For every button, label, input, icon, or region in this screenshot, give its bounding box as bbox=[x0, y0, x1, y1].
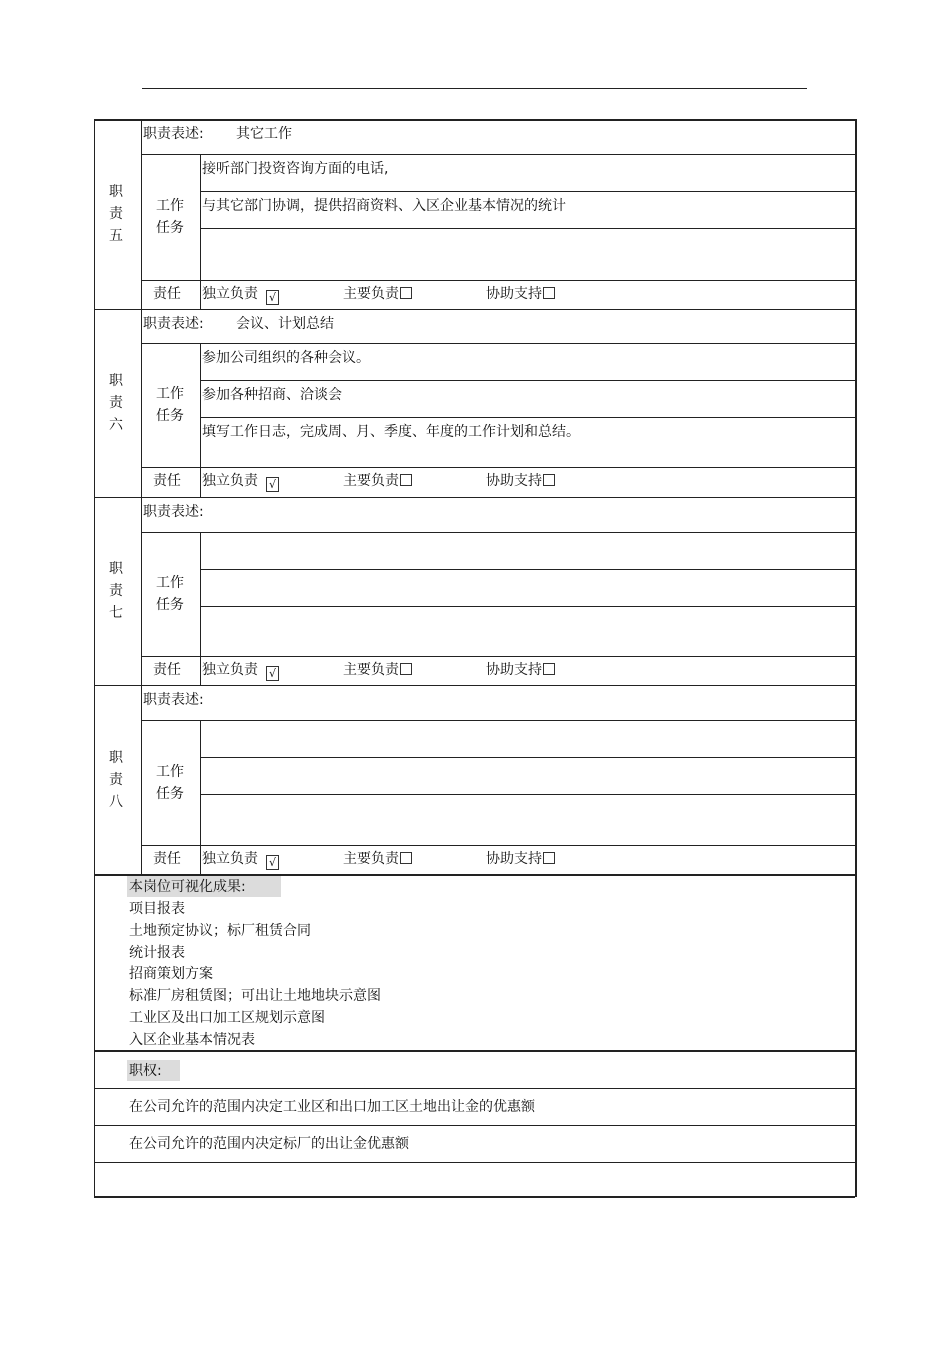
row-border bbox=[94, 309, 855, 310]
responsibility-label: 责任 bbox=[153, 286, 181, 302]
duty-desc-label: 职责表述: bbox=[143, 316, 204, 332]
duty-label: 职 责 五 bbox=[109, 184, 123, 244]
results-item: 招商策划方案 bbox=[129, 966, 213, 983]
row-border bbox=[141, 845, 855, 846]
checked-checkbox[interactable]: √ bbox=[266, 290, 279, 305]
row-border bbox=[94, 685, 855, 686]
unchecked-checkbox[interactable] bbox=[543, 474, 555, 486]
results-item: 土地预定协议；标厂租赁合同 bbox=[129, 922, 311, 939]
row-border bbox=[94, 1125, 855, 1126]
duty-desc: 其它工作 bbox=[236, 126, 292, 142]
option-independent bbox=[202, 850, 279, 870]
option-primary bbox=[343, 661, 412, 679]
option-assist bbox=[486, 661, 555, 679]
duty-desc-label: 职责表述: bbox=[143, 126, 204, 142]
option-label: 主要负责 bbox=[343, 286, 399, 302]
option-label: 独立负责 bbox=[202, 851, 258, 867]
option-independent bbox=[202, 285, 279, 305]
authority-title: 职权: bbox=[129, 1063, 162, 1079]
option-label: 主要负责 bbox=[343, 662, 399, 678]
option-label: 协助支持 bbox=[486, 662, 542, 678]
option-independent bbox=[202, 472, 279, 492]
checked-checkbox[interactable]: √ bbox=[266, 666, 279, 681]
task-item: 填写工作日志，完成周、月、季度、年度的工作计划和总结。 bbox=[202, 424, 580, 440]
task-item: 接听部门投资咨询方面的电话, bbox=[202, 161, 389, 177]
unchecked-checkbox[interactable] bbox=[400, 852, 412, 864]
option-primary bbox=[343, 472, 412, 490]
row-border bbox=[141, 154, 855, 155]
option-label: 主要负责 bbox=[343, 473, 399, 489]
column-border bbox=[200, 720, 201, 874]
duty-label: 职 责 八 bbox=[109, 749, 123, 810]
row-border bbox=[200, 228, 855, 229]
option-label: 独立负责 bbox=[202, 473, 258, 489]
row-border bbox=[94, 1162, 855, 1163]
row-border bbox=[94, 1088, 855, 1089]
unchecked-checkbox[interactable] bbox=[400, 663, 412, 675]
task-label: 工作 任务 bbox=[156, 575, 184, 613]
results-item: 统计报表 bbox=[129, 944, 185, 961]
results-item: 工业区及出口加工区规划示意图 bbox=[129, 1010, 325, 1026]
duty-label: 职 责 六 bbox=[109, 373, 123, 433]
results-title: 本岗位可视化成果: bbox=[129, 879, 246, 895]
row-border bbox=[141, 720, 855, 721]
task-item: 参加公司组织的各种会议。 bbox=[202, 350, 370, 366]
duty-label: 职 责 七 bbox=[109, 561, 123, 621]
option-label: 主要负责 bbox=[343, 851, 399, 867]
header-rule bbox=[142, 88, 807, 89]
column-border bbox=[200, 532, 201, 685]
results-item: 入区企业基本情况表 bbox=[129, 1031, 255, 1048]
row-border bbox=[141, 532, 855, 533]
unchecked-checkbox[interactable] bbox=[400, 287, 412, 299]
row-border bbox=[141, 467, 855, 468]
row-border bbox=[94, 1196, 855, 1198]
row-border bbox=[94, 1050, 855, 1052]
unchecked-checkbox[interactable] bbox=[400, 474, 412, 486]
column-border bbox=[94, 119, 95, 1197]
column-border bbox=[200, 343, 201, 497]
column-border bbox=[855, 119, 857, 1197]
row-border bbox=[141, 280, 855, 281]
unchecked-checkbox[interactable] bbox=[543, 852, 555, 864]
duty-desc-label: 职责表述: bbox=[143, 692, 204, 708]
results-item: 项目报表 bbox=[129, 901, 185, 917]
duty-desc-label: 职责表述: bbox=[143, 504, 204, 520]
row-border bbox=[200, 417, 855, 418]
row-border bbox=[141, 656, 855, 657]
row-border bbox=[200, 757, 855, 758]
task-label: 工作 任务 bbox=[156, 386, 184, 424]
duty-desc: 会议、计划总结 bbox=[236, 316, 334, 332]
option-assist bbox=[486, 285, 555, 303]
option-primary bbox=[343, 850, 412, 868]
option-assist bbox=[486, 850, 555, 868]
option-label: 协助支持 bbox=[486, 286, 542, 302]
option-label: 独立负责 bbox=[202, 662, 258, 678]
row-border bbox=[94, 497, 855, 498]
task-item: 参加各种招商、洽谈会 bbox=[202, 387, 342, 403]
option-label: 独立负责 bbox=[202, 286, 258, 302]
checked-checkbox[interactable]: √ bbox=[266, 477, 279, 492]
unchecked-checkbox[interactable] bbox=[543, 663, 555, 675]
task-label: 工作 任务 bbox=[156, 763, 184, 802]
option-primary bbox=[343, 285, 412, 303]
responsibility-label: 责任 bbox=[153, 662, 181, 678]
option-label: 协助支持 bbox=[486, 851, 542, 867]
authority-item: 在公司允许的范围内决定标厂的出让金优惠额 bbox=[129, 1136, 409, 1152]
option-independent bbox=[202, 661, 279, 681]
task-label: 工作 任务 bbox=[156, 198, 184, 236]
checked-checkbox[interactable]: √ bbox=[266, 855, 279, 870]
responsibility-label: 责任 bbox=[153, 851, 181, 867]
unchecked-checkbox[interactable] bbox=[543, 287, 555, 299]
row-border bbox=[200, 794, 855, 795]
row-border bbox=[141, 343, 855, 344]
task-item: 与其它部门协调，提供招商资料、入区企业基本情况的统计 bbox=[202, 198, 566, 214]
responsibility-label: 责任 bbox=[153, 473, 181, 489]
row-border bbox=[94, 119, 855, 121]
results-item: 标准厂房租赁图；可出让土地地块示意图 bbox=[129, 988, 381, 1005]
option-assist bbox=[486, 472, 555, 490]
row-border bbox=[200, 380, 855, 381]
column-border bbox=[200, 154, 201, 309]
authority-item: 在公司允许的范围内决定工业区和出口加工区土地出让金的优惠额 bbox=[129, 1099, 535, 1115]
row-border bbox=[200, 606, 855, 607]
row-border bbox=[200, 191, 855, 192]
option-label: 协助支持 bbox=[486, 473, 542, 489]
row-border bbox=[200, 569, 855, 570]
